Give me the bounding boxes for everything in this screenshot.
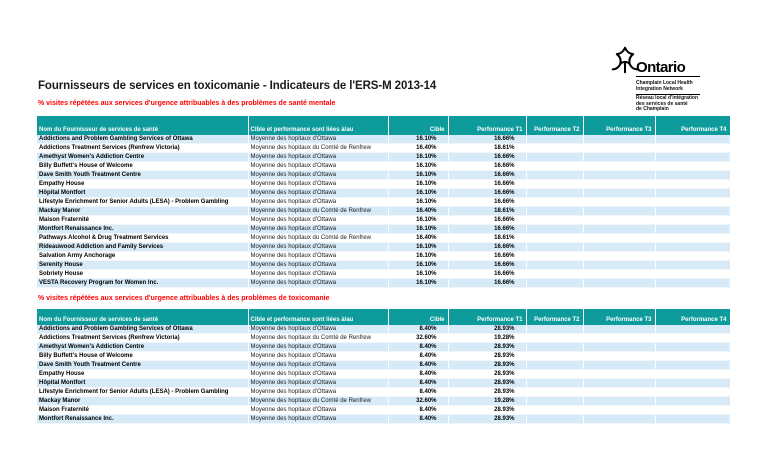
perf-t3-cell <box>583 334 655 343</box>
perf-t1-cell: 28.93% <box>448 379 526 388</box>
perf-t1-cell: 19.28% <box>448 397 526 406</box>
provider-name-cell: Dave Smith Youth Treatment Centre <box>37 361 248 370</box>
provider-name-cell: Addictions Treatment Services (Renfrew Victoria) <box>37 334 248 343</box>
perf-t3-cell <box>583 406 655 415</box>
perf-t4-cell <box>655 198 730 207</box>
provider-name-cell: Billy Buffett's House of Welcome <box>37 162 248 171</box>
table-row <box>37 388 730 397</box>
ontario-wordmark: Ontario <box>636 60 700 77</box>
table-row <box>37 261 730 270</box>
linked-to-cell: Moyenne des hopitaux d'Ottawa <box>248 189 388 198</box>
provider-name-cell: Maison Fraternité <box>37 216 248 225</box>
perf-t2-cell <box>526 216 583 225</box>
cible-cell: 16.10% <box>388 243 448 252</box>
perf-t4-cell <box>655 252 730 261</box>
linked-to-cell: Moyenne des hopitaux d'Ottawa <box>248 162 388 171</box>
provider-name-cell: Addictions and Problem Gambling Services of Ottawa <box>37 325 248 334</box>
cible-cell: 8.40% <box>388 343 448 352</box>
perf-t4-cell <box>655 261 730 270</box>
table-row <box>37 415 730 424</box>
perf-t2-cell <box>526 189 583 198</box>
perf-t2-cell <box>526 234 583 243</box>
perf-t4-cell <box>655 189 730 198</box>
table-row <box>37 171 730 180</box>
linked-to-cell: Moyenne des hopitaux d'Ottawa <box>248 379 388 388</box>
cible-cell: 16.40% <box>388 234 448 243</box>
cible-cell: 16.40% <box>388 144 448 153</box>
linked-to-cell: Moyenne des hopitaux d'Ottawa <box>248 171 388 180</box>
logo-org-en-line2: Integration Network <box>636 85 683 92</box>
column-header: Performance T2 <box>526 309 583 325</box>
column-header: Performance T4 <box>655 309 730 325</box>
linked-to-cell: Moyenne des hopitaux d'Ottawa <box>248 388 388 397</box>
perf-t3-cell <box>583 415 655 424</box>
logo-org-fr-line1: Réseau local d'intégration <box>636 95 699 101</box>
perf-t4-cell <box>655 270 730 279</box>
perf-t1-cell: 18.61% <box>448 207 526 216</box>
perf-t1-cell: 19.28% <box>448 334 526 343</box>
perf-t1-cell: 16.66% <box>448 216 526 225</box>
cible-cell: 16.10% <box>388 153 448 162</box>
logo-org-french <box>636 96 706 113</box>
cible-cell: 8.40% <box>388 325 448 334</box>
provider-name-cell: Hôpital Montfort <box>37 379 248 388</box>
perf-t3-cell <box>583 171 655 180</box>
provider-name-cell: Serenity House <box>37 261 248 270</box>
perf-t1-cell: 28.93% <box>448 388 526 397</box>
table-row <box>37 153 730 162</box>
provider-name-cell: Maison Fraternité <box>37 406 248 415</box>
cible-cell: 8.40% <box>388 379 448 388</box>
linked-to-cell: Moyenne des hopitaux du Comté de Renfrew <box>248 144 388 153</box>
column-header: Cible et performance sont liées à/au <box>248 309 388 325</box>
table-row <box>37 207 730 216</box>
cible-cell: 16.10% <box>388 216 448 225</box>
perf-t3-cell <box>583 180 655 189</box>
section-heading-mental-health: % visites répétées aux services d'urgence attribuables à des problèmes de santé mentale <box>38 100 336 107</box>
column-header: Performance T3 <box>583 116 655 135</box>
column-header: Nom du Fournisseur de services de santé <box>37 309 248 325</box>
provider-name-cell: Rideauwood Addiction and Family Services <box>37 243 248 252</box>
table-row <box>37 225 730 234</box>
perf-t4-cell <box>655 234 730 243</box>
perf-t1-cell: 28.93% <box>448 406 526 415</box>
perf-t4-cell <box>655 397 730 406</box>
perf-t4-cell <box>655 180 730 189</box>
perf-t2-cell <box>526 334 583 343</box>
perf-t4-cell <box>655 361 730 370</box>
perf-t3-cell <box>583 153 655 162</box>
linked-to-cell: Moyenne des hopitaux d'Ottawa <box>248 153 388 162</box>
mental-health-table <box>37 116 731 288</box>
linked-to-cell: Moyenne des hopitaux d'Ottawa <box>248 406 388 415</box>
perf-t4-cell <box>655 171 730 180</box>
perf-t1-cell: 16.66% <box>448 279 526 288</box>
linked-to-cell: Moyenne des hopitaux d'Ottawa <box>248 135 388 144</box>
perf-t2-cell <box>526 225 583 234</box>
provider-name-cell: Hôpital Montfort <box>37 189 248 198</box>
perf-t1-cell: 16.66% <box>448 198 526 207</box>
perf-t2-cell <box>526 270 583 279</box>
table-row <box>37 270 730 279</box>
table-row <box>37 406 730 415</box>
perf-t3-cell <box>583 343 655 352</box>
perf-t4-cell <box>655 225 730 234</box>
perf-t4-cell <box>655 162 730 171</box>
perf-t2-cell <box>526 243 583 252</box>
perf-t3-cell <box>583 144 655 153</box>
table-row <box>37 189 730 198</box>
table-row <box>37 279 730 288</box>
perf-t3-cell <box>583 216 655 225</box>
perf-t4-cell <box>655 343 730 352</box>
perf-t4-cell <box>655 153 730 162</box>
logo-org-en-line1: Champlain Local Health <box>636 80 693 86</box>
table-header-row <box>37 309 730 325</box>
cible-cell: 16.10% <box>388 252 448 261</box>
perf-t3-cell <box>583 361 655 370</box>
provider-name-cell: Mackay Manor <box>37 207 248 216</box>
column-header: Nom du Fournisseur de services de santé <box>37 116 248 135</box>
linked-to-cell: Moyenne des hopitaux d'Ottawa <box>248 243 388 252</box>
cible-cell: 16.10% <box>388 171 448 180</box>
provider-name-cell: Addictions Treatment Services (Renfrew Victoria) <box>37 144 248 153</box>
page-title: Fournisseurs de services en toxicomanie - Indicateurs de l'ERS-M 2013-14 <box>38 80 437 92</box>
linked-to-cell: Moyenne des hopitaux d'Ottawa <box>248 352 388 361</box>
cible-cell: 16.40% <box>388 207 448 216</box>
logo-org-english <box>636 81 706 92</box>
perf-t3-cell <box>583 388 655 397</box>
provider-name-cell: Amethyst Women's Addiction Centre <box>37 153 248 162</box>
perf-t1-cell: 28.93% <box>448 361 526 370</box>
table-row <box>37 198 730 207</box>
perf-t3-cell <box>583 397 655 406</box>
perf-t1-cell: 16.66% <box>448 135 526 144</box>
perf-t1-cell: 16.66% <box>448 162 526 171</box>
linked-to-cell: Moyenne des hopitaux du Comté de Renfrew <box>248 207 388 216</box>
linked-to-cell: Moyenne des hopitaux d'Ottawa <box>248 270 388 279</box>
provider-name-cell: Lifestyle Enrichment for Senior Adults (LESA) - Problem Gambling <box>37 388 248 397</box>
perf-t2-cell <box>526 207 583 216</box>
perf-t1-cell: 28.93% <box>448 325 526 334</box>
provider-name-cell: Dave Smith Youth Treatment Centre <box>37 171 248 180</box>
perf-t3-cell <box>583 270 655 279</box>
perf-t3-cell <box>583 325 655 334</box>
provider-name-cell: Empathy House <box>37 370 248 379</box>
perf-t4-cell <box>655 370 730 379</box>
perf-t2-cell <box>526 153 583 162</box>
perf-t2-cell <box>526 343 583 352</box>
cible-cell: 32.60% <box>388 334 448 343</box>
cible-cell: 16.10% <box>388 261 448 270</box>
perf-t2-cell <box>526 261 583 270</box>
column-header: Performance T1 <box>448 309 526 325</box>
perf-t1-cell: 16.66% <box>448 252 526 261</box>
cible-cell: 16.10% <box>388 162 448 171</box>
column-header: Performance T2 <box>526 116 583 135</box>
provider-name-cell: Salvation Army Anchorage <box>37 252 248 261</box>
perf-t4-cell <box>655 135 730 144</box>
provider-name-cell: Lifestyle Enrichment for Senior Adults (LESA) - Problem Gambling <box>37 198 248 207</box>
perf-t2-cell <box>526 370 583 379</box>
linked-to-cell: Moyenne des hopitaux d'Ottawa <box>248 216 388 225</box>
perf-t3-cell <box>583 252 655 261</box>
perf-t2-cell <box>526 180 583 189</box>
perf-t4-cell <box>655 406 730 415</box>
table-row <box>37 325 730 334</box>
table-row <box>37 370 730 379</box>
perf-t3-cell <box>583 189 655 198</box>
cible-cell: 16.10% <box>388 279 448 288</box>
provider-name-cell: Empathy House <box>37 180 248 189</box>
logo-org-fr-line3: de Champlain <box>636 106 669 113</box>
table-header <box>37 116 730 135</box>
perf-t3-cell <box>583 198 655 207</box>
perf-t4-cell <box>655 207 730 216</box>
table-row <box>37 343 730 352</box>
perf-t2-cell <box>526 162 583 171</box>
linked-to-cell: Moyenne des hopitaux d'Ottawa <box>248 370 388 379</box>
column-header: Performance T4 <box>655 116 730 135</box>
table-row <box>37 162 730 171</box>
linked-to-cell: Moyenne des hopitaux d'Ottawa <box>248 261 388 270</box>
perf-t2-cell <box>526 406 583 415</box>
perf-t2-cell <box>526 361 583 370</box>
champlain-lhin-logo <box>610 46 710 116</box>
provider-name-cell: Amethyst Women's Addiction Centre <box>37 343 248 352</box>
cible-cell: 8.40% <box>388 415 448 424</box>
cible-cell: 8.40% <box>388 406 448 415</box>
perf-t2-cell <box>526 144 583 153</box>
perf-t1-cell: 16.66% <box>448 261 526 270</box>
provider-name-cell: Montfort Renaissance Inc. <box>37 225 248 234</box>
perf-t2-cell <box>526 135 583 144</box>
linked-to-cell: Moyenne des hopitaux d'Ottawa <box>248 415 388 424</box>
perf-t4-cell <box>655 379 730 388</box>
column-header: Cible <box>388 116 448 135</box>
perf-t1-cell: 16.66% <box>448 270 526 279</box>
perf-t3-cell <box>583 279 655 288</box>
table-body <box>37 325 730 424</box>
linked-to-cell: Moyenne des hopitaux d'Ottawa <box>248 361 388 370</box>
perf-t1-cell: 28.93% <box>448 343 526 352</box>
provider-name-cell: Sobriety House <box>37 270 248 279</box>
table-row <box>37 361 730 370</box>
table-row <box>37 216 730 225</box>
linked-to-cell: Moyenne des hopitaux du Comté de Renfrew <box>248 334 388 343</box>
table-row <box>37 144 730 153</box>
cible-cell: 8.40% <box>388 352 448 361</box>
table-header <box>37 309 730 325</box>
cible-cell: 16.10% <box>388 225 448 234</box>
perf-t2-cell <box>526 388 583 397</box>
perf-t3-cell <box>583 234 655 243</box>
table-row <box>37 135 730 144</box>
perf-t1-cell: 18.61% <box>448 144 526 153</box>
perf-t1-cell: 18.61% <box>448 234 526 243</box>
linked-to-cell: Moyenne des hopitaux d'Ottawa <box>248 343 388 352</box>
cible-cell: 8.40% <box>388 370 448 379</box>
perf-t3-cell <box>583 261 655 270</box>
cible-cell: 16.10% <box>388 180 448 189</box>
perf-t1-cell: 16.66% <box>448 153 526 162</box>
perf-t1-cell: 28.93% <box>448 352 526 361</box>
provider-name-cell: Addictions and Problem Gambling Services of Ottawa <box>37 135 248 144</box>
perf-t3-cell <box>583 370 655 379</box>
perf-t4-cell <box>655 388 730 397</box>
perf-t4-cell <box>655 415 730 424</box>
logo-org-fr-line2: des services de santé <box>636 100 688 107</box>
linked-to-cell: Moyenne des hopitaux d'Ottawa <box>248 225 388 234</box>
provider-name-cell: Billy Buffett's House of Welcome <box>37 352 248 361</box>
table-row <box>37 397 730 406</box>
perf-t1-cell: 16.66% <box>448 225 526 234</box>
linked-to-cell: Moyenne des hopitaux d'Ottawa <box>248 180 388 189</box>
perf-t3-cell <box>583 225 655 234</box>
perf-t2-cell <box>526 415 583 424</box>
cible-cell: 16.10% <box>388 270 448 279</box>
table-header-row <box>37 116 730 135</box>
perf-t4-cell <box>655 279 730 288</box>
perf-t3-cell <box>583 135 655 144</box>
table-row <box>37 234 730 243</box>
perf-t1-cell: 16.66% <box>448 243 526 252</box>
perf-t3-cell <box>583 352 655 361</box>
perf-t4-cell <box>655 334 730 343</box>
linked-to-cell: Moyenne des hopitaux d'Ottawa <box>248 198 388 207</box>
perf-t1-cell: 16.66% <box>448 171 526 180</box>
provider-name-cell: VESTA Recovery Program for Women Inc. <box>37 279 248 288</box>
perf-t4-cell <box>655 352 730 361</box>
perf-t4-cell <box>655 243 730 252</box>
perf-t4-cell <box>655 325 730 334</box>
provider-name-cell: Pathways Alcohol & Drug Treatment Services <box>37 234 248 243</box>
linked-to-cell: Moyenne des hopitaux d'Ottawa <box>248 325 388 334</box>
cible-cell: 32.60% <box>388 397 448 406</box>
perf-t1-cell: 16.66% <box>448 189 526 198</box>
column-header: Performance T1 <box>448 116 526 135</box>
table-row <box>37 379 730 388</box>
table-row <box>37 334 730 343</box>
perf-t1-cell: 28.93% <box>448 370 526 379</box>
perf-t1-cell: 16.66% <box>448 180 526 189</box>
section-heading-substance-abuse: % visites répétées aux services d'urgence attribuables à des problèmes de toxicomanie <box>38 295 330 302</box>
perf-t1-cell: 28.93% <box>448 415 526 424</box>
table-row <box>37 180 730 189</box>
perf-t2-cell <box>526 352 583 361</box>
linked-to-cell: Moyenne des hopitaux d'Ottawa <box>248 279 388 288</box>
column-header: Cible et performance sont liées à/au <box>248 116 388 135</box>
perf-t3-cell <box>583 162 655 171</box>
table-row <box>37 252 730 261</box>
perf-t3-cell <box>583 207 655 216</box>
cible-cell: 16.10% <box>388 198 448 207</box>
cible-cell: 8.40% <box>388 388 448 397</box>
column-header: Cible <box>388 309 448 325</box>
substance-abuse-table <box>37 309 731 424</box>
cible-cell: 8.40% <box>388 361 448 370</box>
perf-t2-cell <box>526 279 583 288</box>
linked-to-cell: Moyenne des hopitaux du Comté de Renfrew <box>248 397 388 406</box>
provider-name-cell: Mackay Manor <box>37 397 248 406</box>
perf-t2-cell <box>526 252 583 261</box>
column-header: Performance T3 <box>583 309 655 325</box>
table-row <box>37 243 730 252</box>
perf-t3-cell <box>583 243 655 252</box>
perf-t2-cell <box>526 325 583 334</box>
cible-cell: 16.10% <box>388 135 448 144</box>
cible-cell: 16.10% <box>388 189 448 198</box>
perf-t3-cell <box>583 379 655 388</box>
perf-t2-cell <box>526 198 583 207</box>
perf-t2-cell <box>526 379 583 388</box>
perf-t4-cell <box>655 144 730 153</box>
perf-t2-cell <box>526 171 583 180</box>
linked-to-cell: Moyenne des hopitaux d'Ottawa <box>248 252 388 261</box>
linked-to-cell: Moyenne des hopitaux du Comté de Renfrew <box>248 234 388 243</box>
provider-name-cell: Montfort Renaissance Inc. <box>37 415 248 424</box>
table-row <box>37 352 730 361</box>
table-body <box>37 135 730 288</box>
perf-t2-cell <box>526 397 583 406</box>
perf-t4-cell <box>655 216 730 225</box>
